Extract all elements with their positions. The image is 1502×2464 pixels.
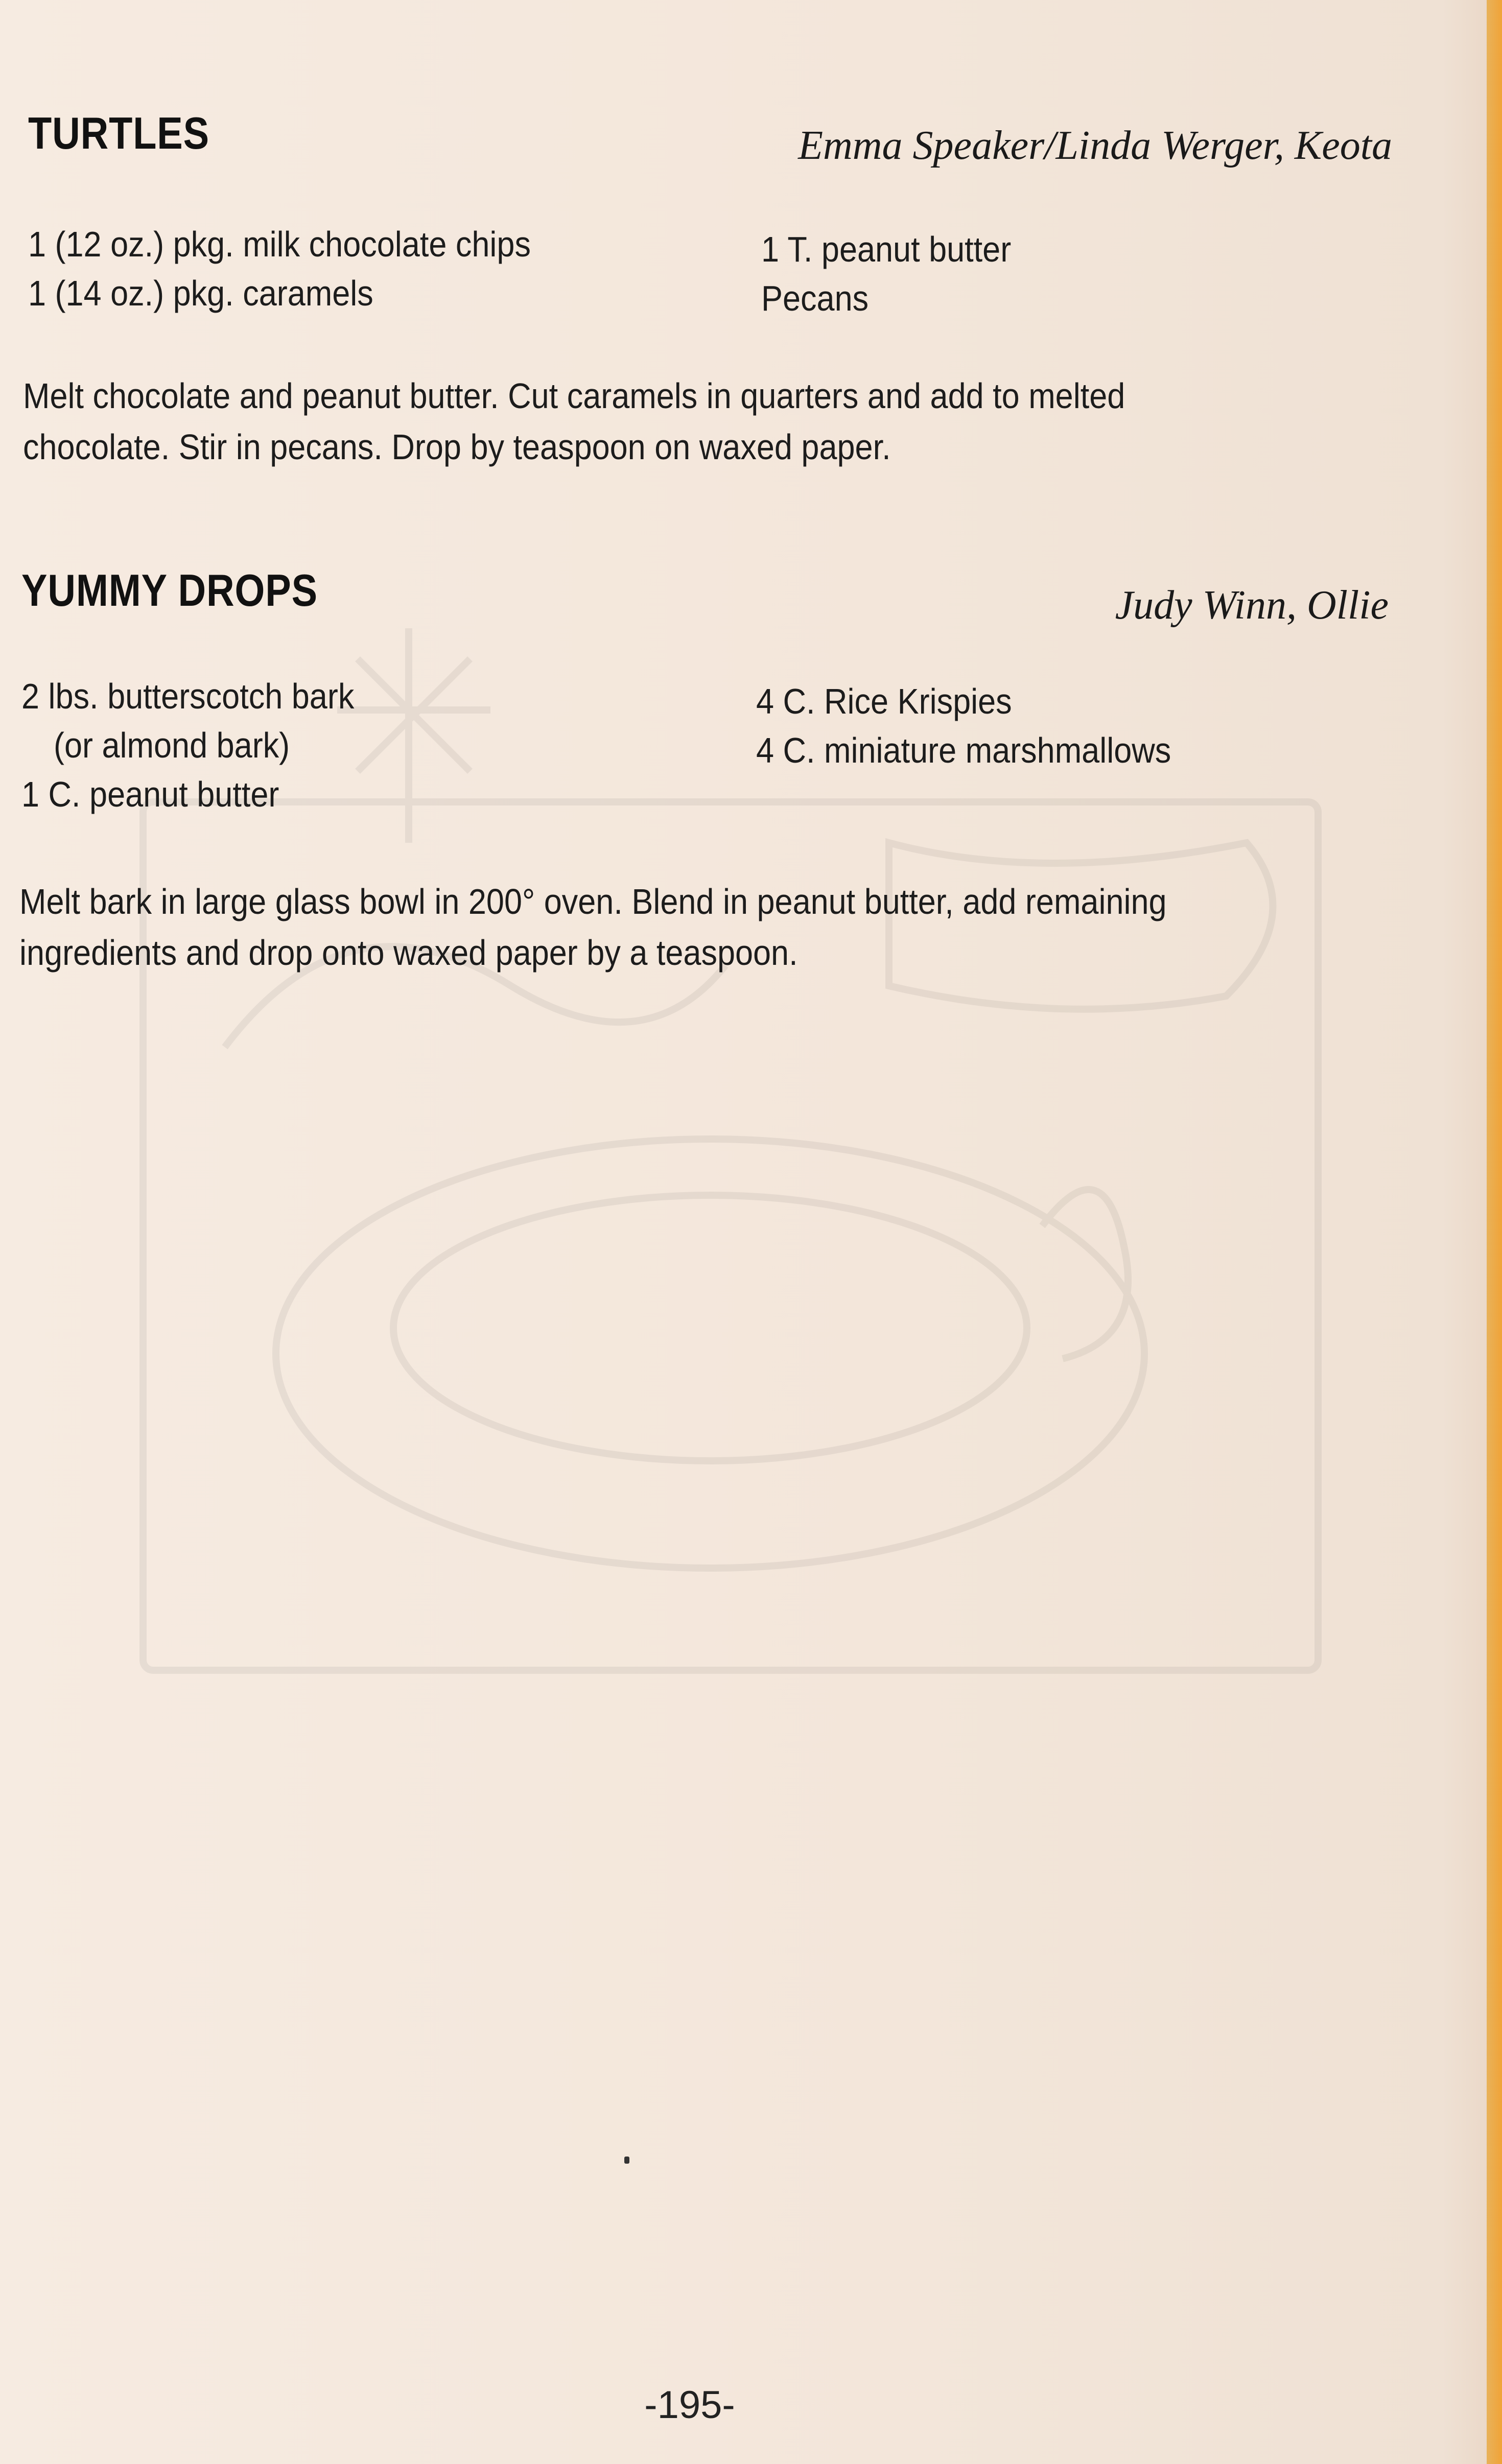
direction-line: chocolate. Stir in pecans. Drop by teaspoon on waxed paper.: [23, 427, 891, 467]
ingredients-right-turtles: [761, 225, 1039, 323]
recipe-byline-yummy-drops: Judy Winn, Ollie: [1115, 583, 1389, 628]
page-edge-strip: [1487, 0, 1502, 2464]
direction-line: Melt chocolate and peanut butter. Cut caramels in quarters and add to melted: [23, 376, 1125, 416]
ingredients-left-turtles: [28, 220, 586, 318]
ingredients-left-yummy-drops: [21, 672, 391, 819]
ingredient-line: 1 C. peanut butter: [21, 774, 279, 814]
page-number: -195-: [644, 2383, 735, 2427]
ingredient-line: (or almond bark): [54, 725, 290, 765]
ingredient-line: 4 C. Rice Krispies: [756, 681, 1012, 721]
recipe-byline-turtles: Emma Speaker/Linda Werger, Keota: [798, 123, 1392, 168]
ingredient-line: 2 lbs. butterscotch bark: [21, 676, 355, 716]
ingredient-line: 1 (12 oz.) pkg. milk chocolate chips: [28, 224, 531, 264]
ingredients-right-yummy-drops: [756, 677, 1217, 775]
direction-line: ingredients and drop onto waxed paper by a teaspoon.: [19, 933, 798, 973]
recipe-title-turtles: TURTLES: [28, 108, 209, 158]
ingredient-line: 1 (14 oz.) pkg. caramels: [28, 273, 373, 313]
ink-speck: [624, 2157, 629, 2164]
recipe-title-yummy-drops: YUMMY DROPS: [21, 565, 318, 615]
ingredient-line: 1 T. peanut butter: [761, 229, 1012, 269]
direction-line: Melt bark in large glass bowl in 200° oven. Blend in peanut butter, add remaining: [19, 882, 1167, 921]
ingredient-line: 4 C. miniature marshmallows: [756, 730, 1171, 770]
ingredient-line: Pecans: [761, 278, 869, 318]
directions-turtles: [23, 370, 1248, 472]
directions-yummy-drops: [19, 876, 1294, 978]
